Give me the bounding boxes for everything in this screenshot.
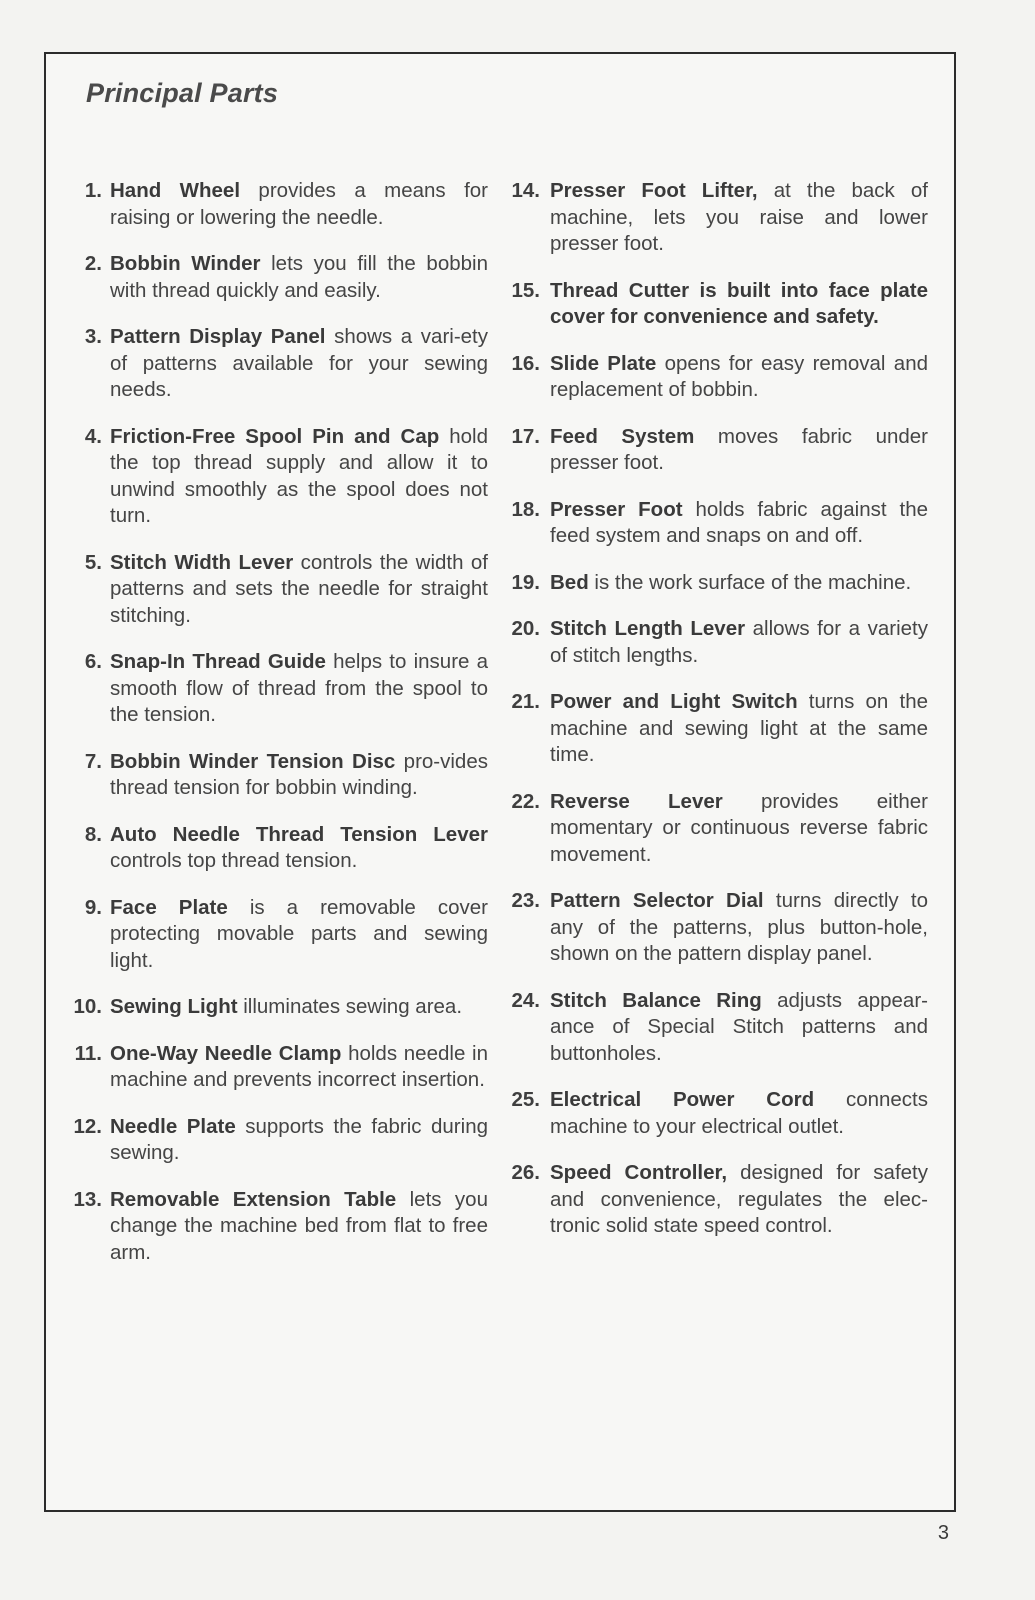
page-number: 3 <box>937 1522 949 1544</box>
part-item <box>68 1187 488 1267</box>
item-number: 24. <box>511 988 540 1012</box>
part-item <box>504 888 928 968</box>
part-item <box>68 994 488 1021</box>
item-term: Sewing Light <box>110 995 238 1018</box>
item-term: Stitch Balance Ring <box>550 988 762 1012</box>
item-description: provides either momentary or continuous reverse fabric movement. <box>550 789 928 866</box>
item-term: Pattern Selector Dial <box>550 889 764 912</box>
item-description: adjusts appear-ance of Special Stitch patterns and buttonholes. <box>550 988 928 1065</box>
item-description: controls top thread tension. <box>110 849 358 872</box>
item-description: supports the fabric during sewing. <box>110 1114 488 1164</box>
item-description: lets you fill the bobbin with thread quickly and easily. <box>110 252 488 302</box>
page-title: Principal Parts <box>86 78 279 108</box>
content-frame <box>44 52 956 1512</box>
item-number: 1. <box>84 179 102 202</box>
item-description: holds fabric against the feed system and snaps on and off. <box>550 497 928 547</box>
item-description: is the work surface of the machine. <box>588 570 912 594</box>
part-item <box>504 689 928 769</box>
item-term: Bobbin Winder Tension Disc <box>110 749 396 773</box>
item-number: 15. <box>511 278 540 302</box>
part-item <box>504 1087 928 1140</box>
item-number: 17. <box>511 424 540 448</box>
item-term: One-Way Needle Clamp <box>110 1041 342 1065</box>
item-description: is a removable cover protecting movable parts and sewing light. <box>110 895 488 972</box>
item-description: helps to insure a smooth flow of thread from the spool to the tension. <box>110 650 488 726</box>
left-column <box>68 178 488 1286</box>
item-number: 3. <box>84 325 102 348</box>
part-item <box>68 550 488 630</box>
part-item <box>504 570 928 597</box>
item-term: Thread Cutter is built into face plate cover for convenience and safety. <box>550 278 928 328</box>
item-term: Snap-In Thread Guide <box>110 650 326 673</box>
item-description: shows a vari-ety of patterns available for your sewing needs. <box>110 325 488 401</box>
item-description: allows for a variety of stitch lengths. <box>550 617 929 667</box>
part-item <box>504 351 928 404</box>
item-term: Slide Plate <box>550 351 657 375</box>
item-number: 14. <box>511 179 540 202</box>
part-item <box>68 895 488 975</box>
part-item <box>68 822 488 875</box>
right-column <box>504 178 928 1260</box>
item-number: 12. <box>73 1114 102 1138</box>
part-item <box>68 178 488 231</box>
part-item <box>68 1041 488 1094</box>
part-item <box>68 424 488 530</box>
item-number: 13. <box>73 1187 102 1211</box>
item-number: 26. <box>511 1161 540 1184</box>
item-term: Reverse Lever <box>550 789 723 813</box>
item-term: Electrical Power Cord <box>550 1088 815 1111</box>
item-description: connects machine to your electrical outlet. <box>550 1088 928 1138</box>
item-term: Feed System <box>550 424 695 448</box>
item-description: at the back of machine, lets you raise and lower presser foot. <box>550 179 928 255</box>
part-item <box>504 789 928 869</box>
part-item <box>504 178 928 258</box>
item-description: holds needle in machine and prevents incorrect insertion. <box>110 1041 488 1091</box>
item-term: Stitch Length Lever <box>550 617 746 640</box>
item-term: Bed <box>550 570 589 594</box>
item-description: controls the width of patterns and sets the needle for straight stitching. <box>110 550 489 627</box>
item-term: Bobbin Winder <box>110 252 261 275</box>
item-description: provides a means for raising or lowering the needle. <box>110 179 488 229</box>
item-number: 18. <box>511 497 540 521</box>
item-number: 16. <box>511 351 540 375</box>
item-term: Friction-Free Spool Pin and Cap <box>110 424 440 448</box>
item-number: 20. <box>511 617 540 640</box>
item-description: designed for safety and convenience, regulates the elec-tronic solid state speed control. <box>550 1161 928 1237</box>
item-description: lets you change the machine bed from flat to free arm. <box>110 1187 488 1264</box>
part-item <box>504 988 928 1068</box>
part-item <box>504 497 928 550</box>
item-term: Removable Extension Table <box>110 1187 397 1211</box>
part-item <box>68 649 488 729</box>
part-item <box>504 616 928 669</box>
item-number: 7. <box>84 749 102 773</box>
item-term: Power and Light Switch <box>550 690 798 713</box>
item-term: Stitch Width Lever <box>110 550 294 574</box>
item-description: turns directly to any of the patterns, plus button-hole, shown on the pattern display panel. <box>550 889 929 965</box>
item-description: opens for easy removal and replacement of bobbin. <box>550 351 928 401</box>
item-number: 6. <box>84 650 102 673</box>
item-number: 9. <box>84 895 102 919</box>
item-term: Needle Plate <box>110 1114 236 1138</box>
part-item <box>504 424 928 477</box>
part-item <box>504 278 928 331</box>
item-description: illuminates sewing area. <box>237 995 463 1018</box>
item-term: Presser Foot <box>550 497 683 521</box>
part-item <box>68 749 488 802</box>
item-number: 4. <box>84 424 102 448</box>
item-number: 21. <box>511 690 540 713</box>
part-item <box>68 324 488 404</box>
item-number: 19. <box>511 570 540 594</box>
item-term: Pattern Display Panel <box>110 325 326 348</box>
item-number: 11. <box>74 1041 102 1065</box>
item-number: 23. <box>511 889 540 912</box>
part-item <box>68 251 488 304</box>
item-description: hold the top thread supply and allow it to unwind smoothly as the spool does not turn. <box>110 424 488 527</box>
item-description: pro-vides thread tension for bobbin winding. <box>110 749 488 799</box>
part-item <box>504 1160 928 1240</box>
item-number: 25. <box>511 1088 540 1111</box>
item-term: Speed Controller, <box>550 1161 728 1184</box>
item-term: Presser Foot Lifter, <box>550 179 758 202</box>
item-term: Face Plate <box>110 895 228 919</box>
item-number: 2. <box>84 252 102 275</box>
item-number: 8. <box>84 822 102 846</box>
item-term: Auto Needle Thread Tension Lever <box>110 822 488 846</box>
item-number: 22. <box>511 789 540 813</box>
item-number: 5. <box>84 550 102 574</box>
item-description: turns on the machine and sewing light at the same time. <box>550 690 928 766</box>
item-term: Hand Wheel <box>110 179 241 202</box>
item-description: moves fabric under presser foot. <box>550 424 928 474</box>
part-item <box>68 1114 488 1167</box>
item-number: 10. <box>73 995 102 1018</box>
